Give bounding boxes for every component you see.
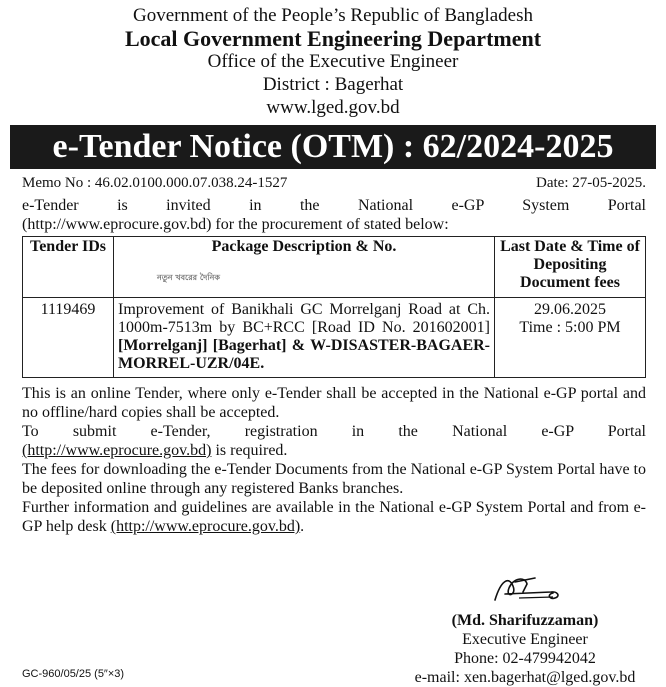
signatory-phone: Phone: 02-479942042	[454, 650, 596, 667]
memo-row	[22, 175, 646, 192]
tender-table	[22, 236, 646, 378]
header-package-description: Package Description & No. নতুন খবরের দৈনিক	[114, 237, 495, 298]
watermark-text: নতুন খবরের দৈনিক	[157, 273, 220, 282]
table-header-row	[23, 237, 646, 298]
notice-body	[22, 384, 646, 536]
department-name: Local Government Engineering Department	[124, 26, 542, 51]
last-date: 29.06.2025	[534, 301, 606, 318]
eprocure-link-2[interactable]: (http://www.eprocure.gov.bd)	[110, 518, 301, 535]
paragraph-registration: To submit e-Tender, registration in the National e-GP Portal	[22, 423, 646, 440]
paragraph-online-tender: This is an online Tender, where only e-Tender shall be accepted in the National e-GP portal and no offline/hard copies shall be accepted.	[22, 385, 646, 421]
paragraph-fees: The fees for downloading the e-Tender Documents from the National e-GP System Portal have to be deposited online through any registered Banks branches.	[22, 461, 646, 497]
paragraph-further-info: Further information and guidelines are available in the National e-GP System Portal and from e-GP help desk (http://www.eprocure.gov.bd).	[22, 499, 646, 535]
header-last-date: Last Date & Time of Depositing Document fees	[495, 237, 646, 298]
notice-header	[0, 4, 666, 119]
intro-line-2: (http://www.eprocure.gov.bd) for the procurement of stated below:	[22, 216, 449, 233]
table-row	[23, 298, 646, 378]
memo-number: Memo No : 46.02.0100.000.07.038.24-1527	[22, 175, 288, 191]
signatory-name: (Md. Sharifuzzaman)	[451, 612, 599, 629]
last-time: Time : 5:00 PM	[519, 319, 621, 336]
signatory-email: e-mail: xen.bagerhat@lged.gov.bd	[414, 669, 636, 686]
paragraph-registration-cont: (http://www.eprocure.gov.bd) is required.	[22, 442, 288, 459]
district-line: District : Bagerhat	[262, 74, 404, 95]
tender-notice-banner: e-Tender Notice (OTM) : 62/2024-2025	[10, 125, 656, 169]
government-line: Government of the People’s Republic of Bangladesh	[133, 5, 533, 26]
signature-block	[412, 572, 638, 687]
signature-scribble-icon	[465, 572, 585, 606]
last-date-cell	[495, 298, 646, 378]
package-description-cell: Improvement of Banikhali GC Morrelganj Road at Ch. 1000m-7513m by BC+RCC [Road ID No. 201602001] [Morrelganj] [Bagerhat] & W-DISASTER-BAGAER-MORREL-UZR/04E.	[114, 298, 495, 378]
website-line: www.lged.gov.bd	[266, 97, 400, 118]
signatory-title: Executive Engineer	[462, 631, 588, 648]
office-name: Office of the Executive Engineer	[207, 51, 459, 72]
intro-line-1: e-Tender is invited in the National e-GP System Portal	[22, 197, 646, 214]
eprocure-link-1[interactable]: (http://www.eprocure.gov.bd)	[22, 442, 212, 459]
footer-code: GC-960/05/25 (5″×3)	[22, 668, 125, 680]
memo-date: Date: 27-05-2025.	[536, 175, 646, 191]
header-tender-ids: Tender IDs	[23, 237, 114, 298]
tender-id-cell: 1119469	[23, 298, 114, 378]
